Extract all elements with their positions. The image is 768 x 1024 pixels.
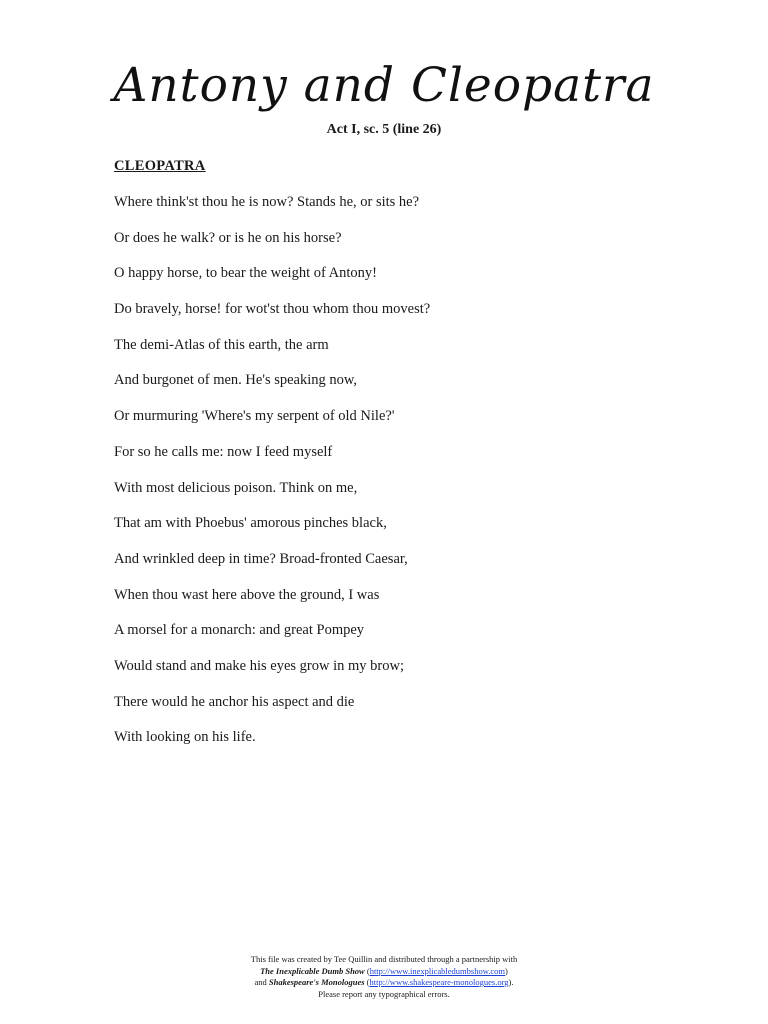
monologue-line: That am with Phoebus' amorous pinches black, <box>114 515 387 532</box>
and-text: and <box>254 977 267 987</box>
monologue-line: O happy horse, to bear the weight of Antony! <box>114 265 377 282</box>
monologue-line: Do bravely, horse! for wot'st thou whom thou movest? <box>114 301 431 318</box>
org1-link[interactable]: http://www.inexplicabledumbshow.com <box>369 965 506 976</box>
org1-name: The Inexplicable Dumb Show <box>260 965 365 976</box>
monologue-line: When thou wast here above the ground, I was <box>114 586 380 603</box>
footer-report-line: Please report any typographical errors. <box>318 988 450 999</box>
monologue-line: With most delicious poison. Think on me, <box>114 479 358 496</box>
org2-name: Shakespeare's Monologues <box>268 977 365 987</box>
document-title: Antony and Cleopatra <box>113 58 655 113</box>
monologue-line: Where think'st thou he is now? Stands he, or sits he? <box>114 194 420 210</box>
monologue-line: And burgonet of men. He's speaking now, <box>114 372 358 389</box>
monologue-lines <box>114 194 430 765</box>
monologue-line: Or murmuring 'Where's my serpent of old Nile?' <box>114 408 395 425</box>
monologue-line: For so he calls me: now I feed myself <box>114 443 333 460</box>
monologue-line: A morsel for a monarch: and great Pompey <box>114 622 365 639</box>
org2-link[interactable]: http://www.shakespeare-monologues.org <box>369 977 509 987</box>
monologue-line: And wrinkled deep in time? Broad-fronted Caesar, <box>114 550 408 567</box>
footer-credits <box>0 954 768 1000</box>
speaker-name: CLEOPATRA <box>114 158 206 174</box>
footer-org1-line: The Inexplicable Dumb Show (http://www.inexplicabledumbshow.com) <box>260 965 508 976</box>
scene-reference: Act I, sc. 5 (line 26) <box>326 122 442 137</box>
monologue-line: The demi-Atlas of this earth, the arm <box>114 336 329 353</box>
monologue-line: There would he anchor his aspect and die <box>114 693 355 710</box>
monologue-line: With looking on his life. <box>114 729 256 746</box>
footer-org2-line: and Shakespeare's Monologues (http://www.shakespeare-monologues.org). <box>254 977 514 987</box>
footer-credit-line: This file was created by Tee Quillin and distributed through a partnership with <box>250 954 518 964</box>
monologue-line: Or does he walk? or is he on his horse? <box>114 229 342 246</box>
monologue-line: Would stand and make his eyes grow in my brow; <box>114 657 404 674</box>
